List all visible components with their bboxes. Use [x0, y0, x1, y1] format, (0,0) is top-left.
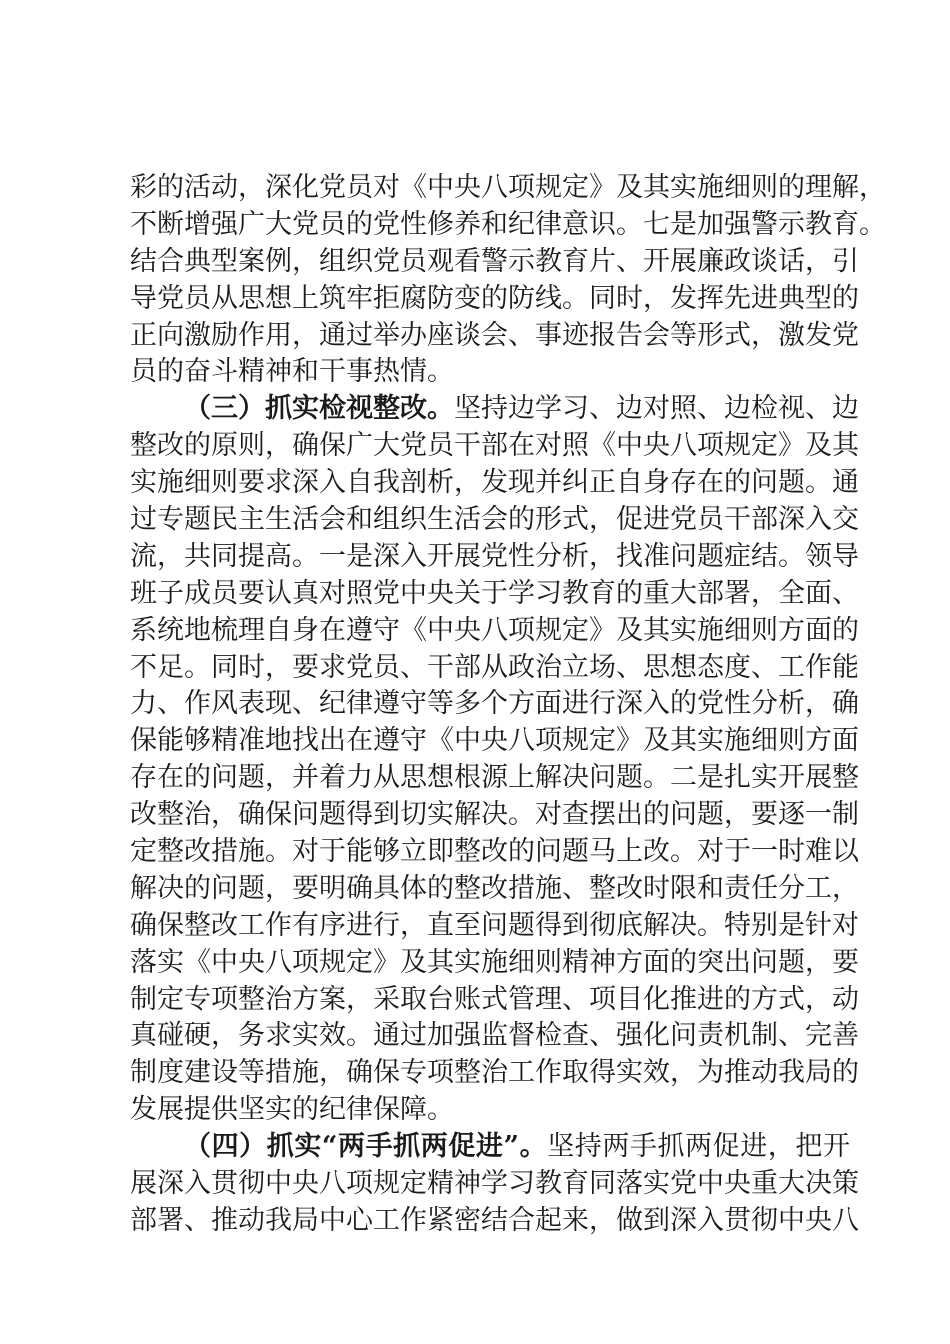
text-line: 展深入贯彻中央八项规定精神学习教育同落实党中央重大决策: [130, 1168, 859, 1200]
section-first-line-text: 坚持两手抓两促进，把开: [547, 1131, 851, 1163]
text-line: 实施细则要求深入自我剖析，发现并纠正自身存在的问题。通: [130, 467, 859, 499]
text-line: 导党员从思想上筑牢拒腐防变的防线。同时，发挥先进典型的: [130, 282, 859, 314]
text-line: 确保整改工作有序进行，直至问题得到彻底解决。特别是针对: [130, 909, 859, 941]
section-heading: （四）抓实“两手抓两促进”。: [184, 1131, 548, 1163]
text-line: 制定专项整治方案，采取台账式管理、项目化推进的方式，动: [130, 983, 859, 1015]
text-line: 部署、推动我局中心工作紧密结合起来，做到深入贯彻中央八: [130, 1204, 859, 1236]
text-line: 系统地梳理自身在遵守《中央八项规定》及其实施细则方面的: [130, 614, 859, 646]
section-first-line: [130, 1129, 850, 1166]
text-line: 彩的活动，深化党员对《中央八项规定》及其实施细则的理解，: [130, 172, 886, 203]
paragraph-1: [130, 170, 886, 391]
text-line: 发展提供坚实的纪律保障。: [130, 1094, 454, 1126]
section-first-line: [130, 391, 859, 428]
text-line: 落实《中央八项规定》及其实施细则精神方面的突出问题，要: [130, 946, 859, 978]
text-line: 力、作风表现、纪律遵守等多个方面进行深入的党性分析，确: [130, 688, 859, 720]
text-line: 制度建设等措施，确保专项整治工作取得实效，为推动我局的: [130, 1057, 859, 1089]
text-line: 流，共同提高。一是深入开展党性分析，找准问题症结。领导: [130, 540, 859, 572]
text-line: 改整治，确保问题得到切实解决。对查摆出的问题，要逐一制: [130, 799, 859, 831]
text-line: 员的奋斗精神和干事热情。: [130, 356, 454, 388]
text-line: 保能够精准地找出在遵守《中央八项规定》及其实施细则方面: [130, 725, 859, 757]
section-heading: （三）抓实检视整改。: [184, 393, 454, 425]
text-line: 不断增强广大党员的党性修养和纪律意识。七是加强警示教育。: [130, 208, 886, 240]
text-line: 定整改措施。对于能够立即整改的问题马上改。对于一时难以: [130, 836, 859, 868]
paragraph-section-4: [130, 1129, 859, 1240]
text-line: 不足。同时，要求党员、干部从政治立场、思想态度、工作能: [130, 651, 859, 683]
text-line: 正向激励作用，通过举办座谈会、事迹报告会等形式，激发党: [130, 319, 859, 351]
section-first-line-text: 坚持边学习、边对照、边检视、边: [454, 393, 859, 425]
document-body: [130, 170, 886, 1240]
text-line: 整改的原则，确保广大党员干部在对照《中央八项规定》及其: [130, 430, 859, 462]
text-line: 存在的问题，并着力从思想根源上解决问题。二是扎实开展整: [130, 762, 859, 794]
paragraph-section-3: [130, 391, 859, 1129]
text-line: 班子成员要认真对照党中央关于学习教育的重大部署，全面、: [130, 577, 859, 609]
text-line: 真碰硬，务求实效。通过加强监督检查、强化问责机制、完善: [130, 1020, 859, 1052]
text-line: 过专题民主生活会和组织生活会的形式，促进党员干部深入交: [130, 504, 859, 536]
text-line: 结合典型案例，组织党员观看警示教育片、开展廉政谈话，引: [130, 245, 859, 277]
text-line: 解决的问题，要明确具体的整改措施、整改时限和责任分工，: [130, 872, 859, 904]
